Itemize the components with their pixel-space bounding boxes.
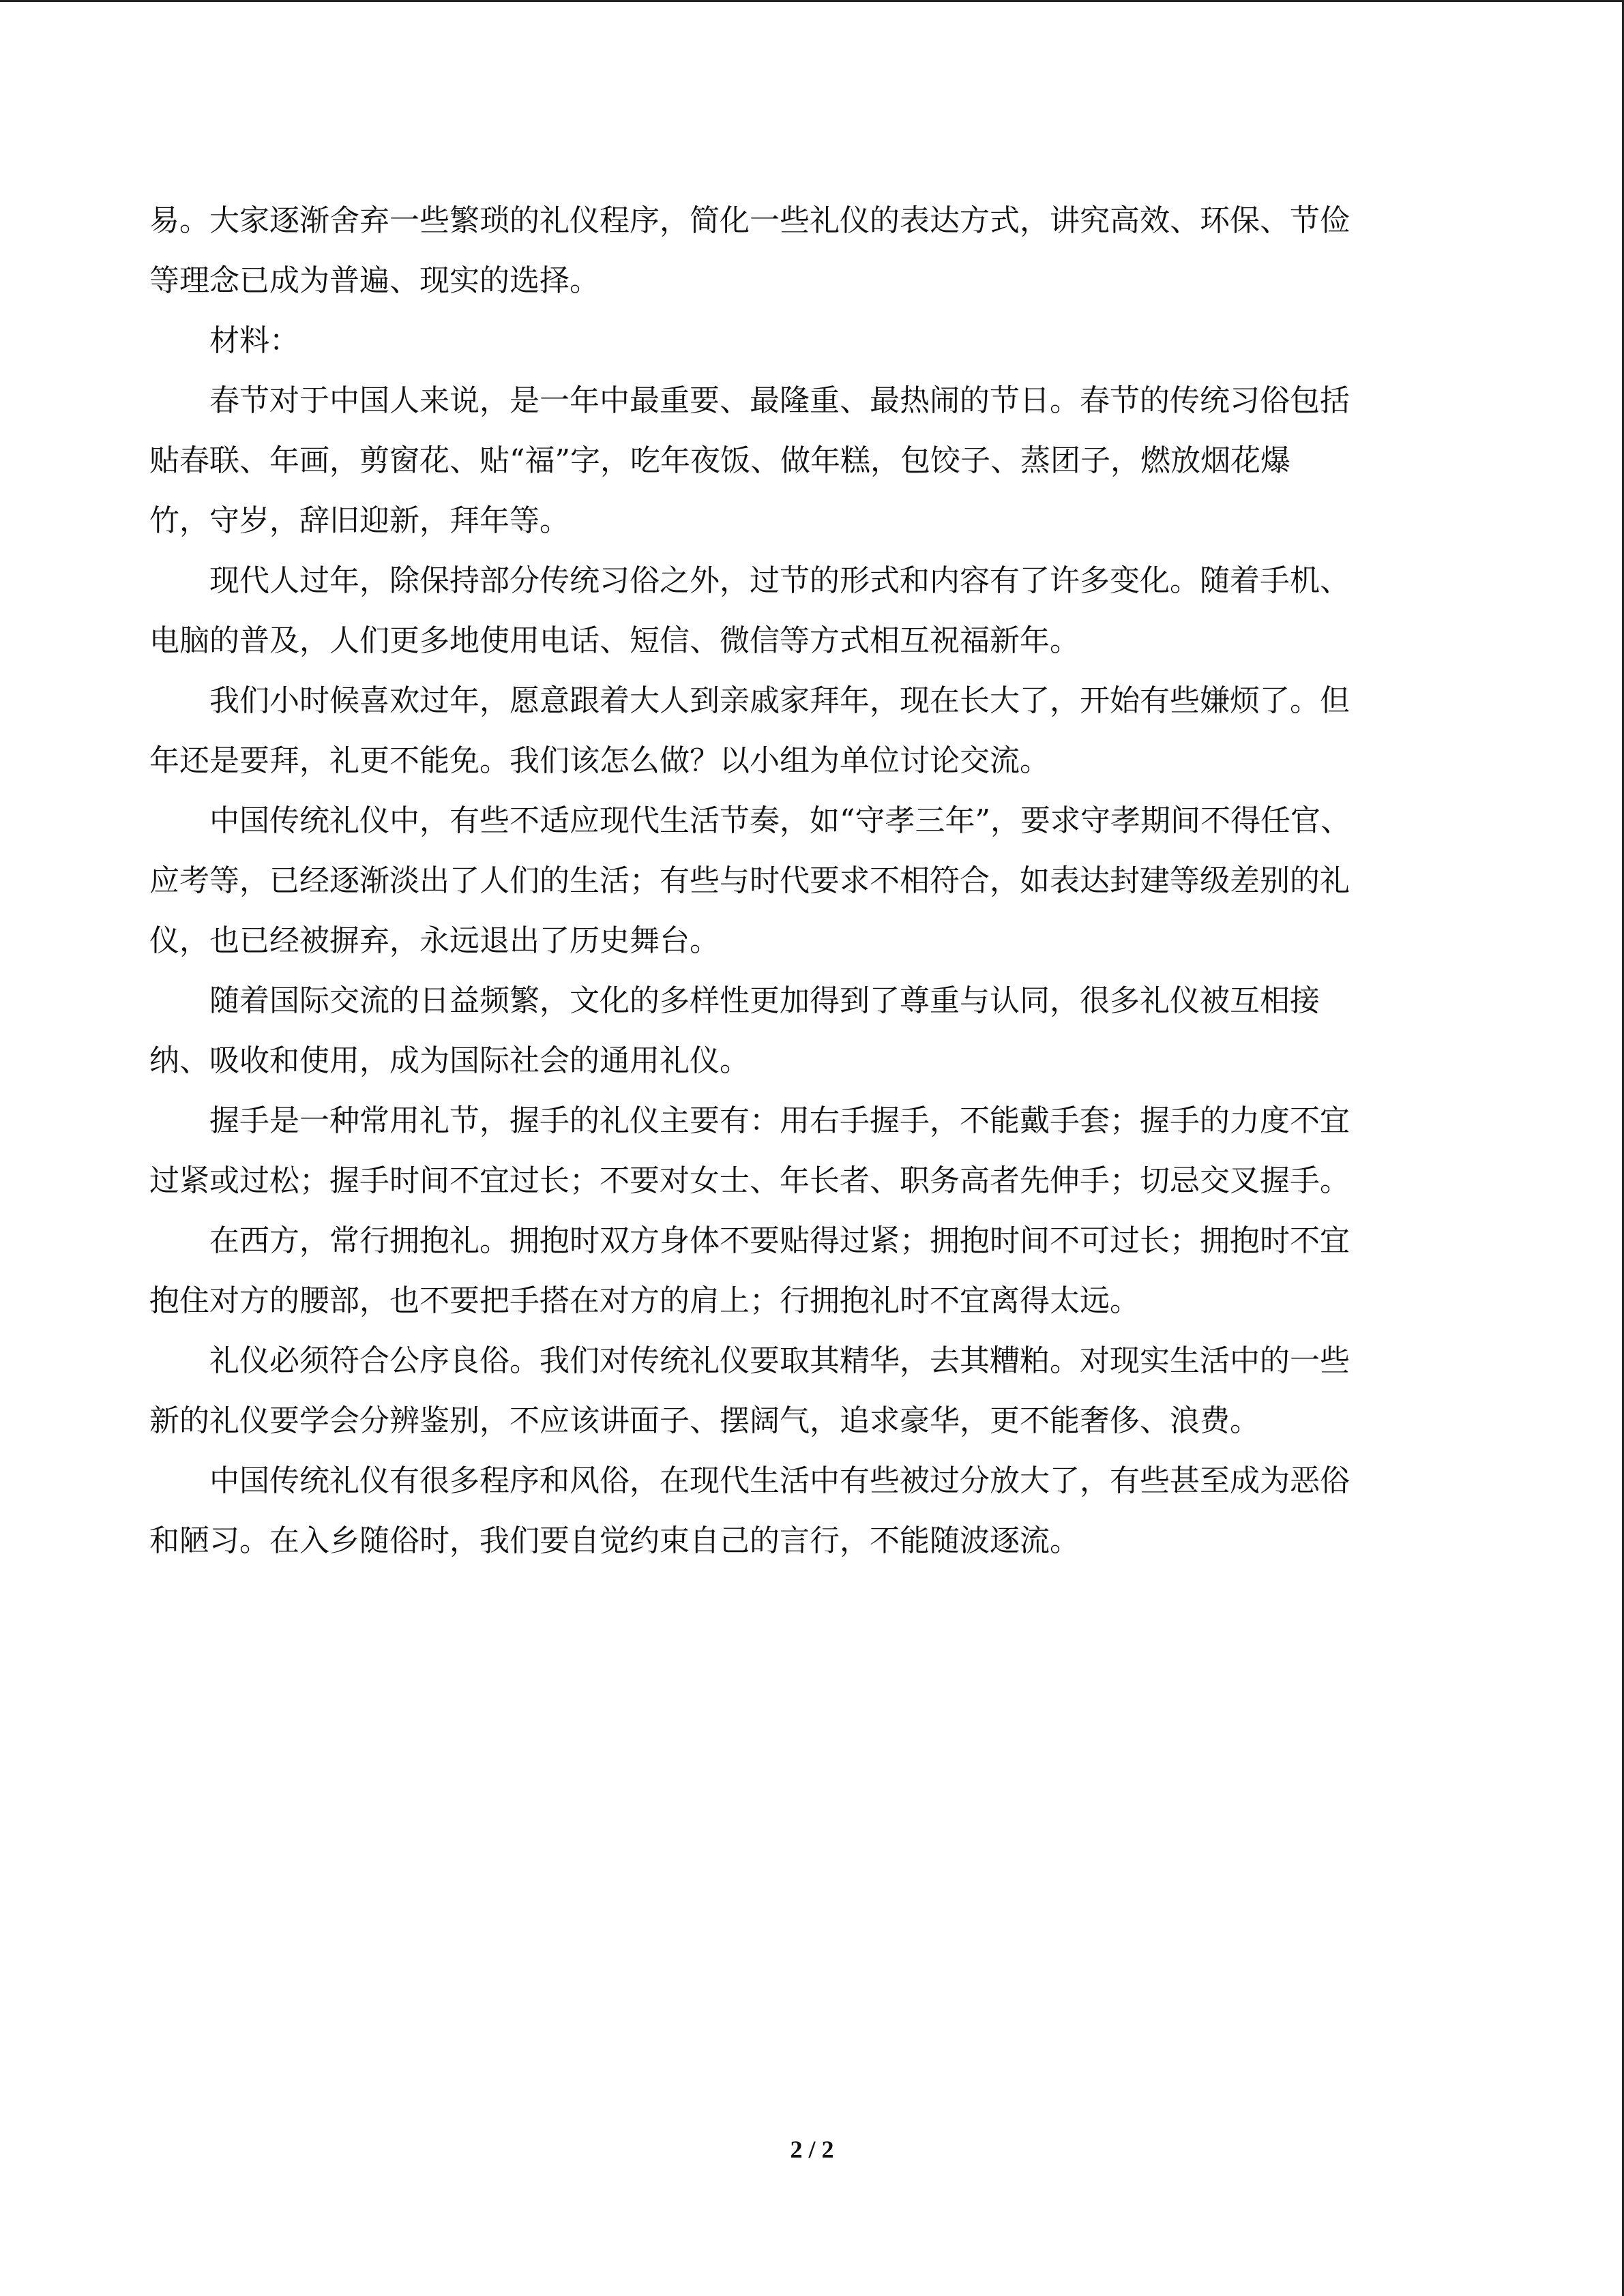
- paragraph-start: 中国传统礼仪有很多程序和风俗，在现代生活中有些被过分放大了，有些甚至成为恶俗: [209, 1463, 1350, 1498]
- text-line: 年还是要拜，礼更不能免。我们该怎么做？以小组为单位讨论交流。: [149, 743, 1050, 778]
- text-line: 过紧或过松；握手时间不宜过长；不要对女士、年长者、职务高者先伸手；切忌交叉握手。: [149, 1163, 1350, 1198]
- paragraph-start: 我们小时候喜欢过年，愿意跟着大人到亲戚家拜年，现在长大了，开始有些嫌烦了。但: [209, 683, 1350, 718]
- paragraph-start: 现代人过年，除保持部分传统习俗之外，过节的形式和内容有了许多变化。随着手机、: [209, 563, 1350, 598]
- text-line: 等理念已成为普遍、现实的选择。: [149, 263, 600, 298]
- text-line: 纳、吸收和使用，成为国际社会的通用礼仪。: [149, 1043, 750, 1078]
- page-number: 2 / 2: [790, 2136, 834, 2163]
- text-line: 抱住对方的腰部，也不要把手搭在对方的肩上；行拥抱礼时不宜离得太远。: [149, 1283, 1140, 1318]
- text-line: 竹，守岁，辞旧迎新，拜年等。: [149, 503, 570, 538]
- paragraph-start: 随着国际交流的日益频繁，文化的多样性更加得到了尊重与认同，很多礼仪被互相接: [209, 983, 1320, 1018]
- text-line: 和陋习。在入乡随俗时，我们要自觉约束自己的言行，不能随波逐流。: [149, 1523, 1080, 1558]
- document-body: [149, 203, 1467, 1586]
- text-line: 易。大家逐渐舍弃一些繁琐的礼仪程序，简化一些礼仪的表达方式，讲究高效、环保、节俭: [149, 203, 1350, 238]
- text-line: 应考等，已经逐渐淡出了人们的生活；有些与时代要求不相符合，如表达封建等级差别的礼: [149, 863, 1350, 898]
- paragraph-start: 春节对于中国人来说，是一年中最重要、最隆重、最热闹的节日。春节的传统习俗包括: [209, 383, 1350, 418]
- paragraph-start: 礼仪必须符合公序良俗。我们对传统礼仪要取其精华，去其糟粕。对现实生活中的一些: [209, 1343, 1350, 1378]
- text-line: 仪，也已经被摒弃，永远退出了历史舞台。: [149, 923, 720, 958]
- section-label-material: 材料：: [209, 323, 299, 358]
- text-line: 电脑的普及，人们更多地使用电话、短信、微信等方式相互祝福新年。: [149, 623, 1080, 658]
- paragraph-start: 中国传统礼仪中，有些不适应现代生活节奏，如“守孝三年”，要求守孝期间不得任官、: [209, 803, 1350, 838]
- text-line: 贴春联、年画，剪窗花、贴“福”字，吃年夜饭、做年糕，包饺子、蒸团子，燃放烟花爆: [149, 443, 1290, 478]
- text-line: 新的礼仪要学会分辨鉴别，不应该讲面子、摆阔气，追求豪华，更不能奢侈、浪费。: [149, 1403, 1260, 1438]
- paragraph-start: 在西方，常行拥抱礼。拥抱时双方身体不要贴得过紧；拥抱时间不可过长；拥抱时不宜: [209, 1223, 1350, 1258]
- paragraph-start: 握手是一种常用礼节，握手的礼仪主要有：用右手握手，不能戴手套；握手的力度不宜: [209, 1103, 1350, 1138]
